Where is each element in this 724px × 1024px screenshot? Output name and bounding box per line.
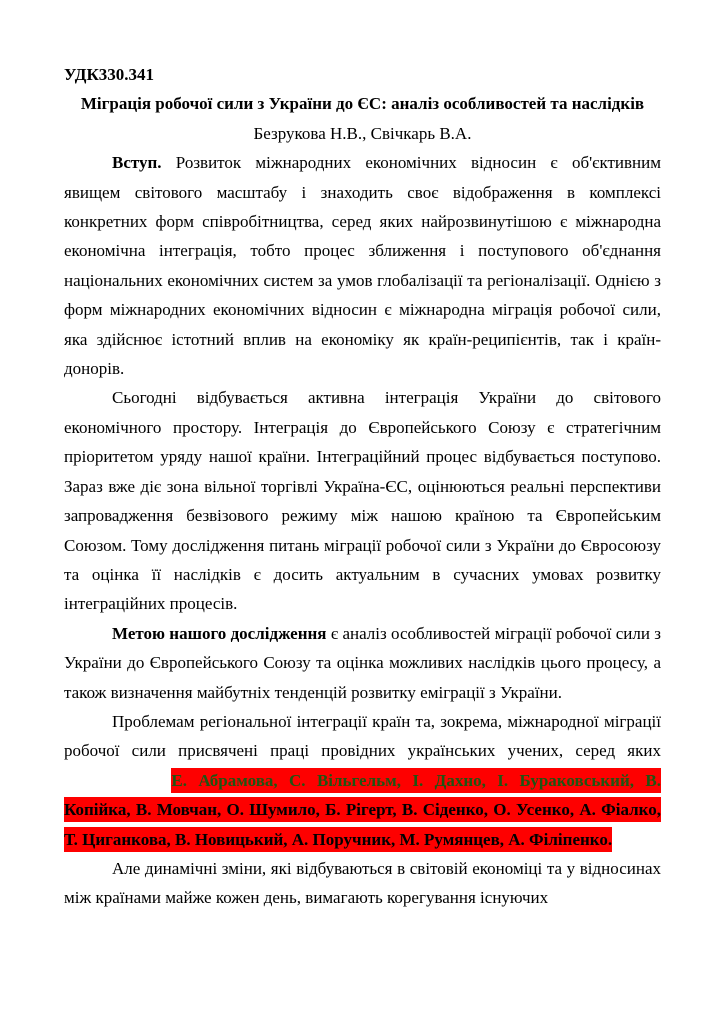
paragraph-intro: [64, 148, 661, 383]
goal-lead-bold: Метою нашого дослідження: [112, 623, 327, 643]
intro-text: Розвиток міжнародних економічних відносин є об'єктивним явищем світового масштабу і знаходить своє відображення в комплексі конкретних форм співробітництва, серед яких найрозвинутішою є міжнародна економічна інтеграція, тобто процес зближення і поступового об'єднання національних економічних систем за умов глобалізації та регіоналізації. Однією з форм міжнародних економічних відносин є міжнародна міграція робочої сили, яка здійснює істотний вплив на економіку як країн-реципієнтів, так і країн-донорів.: [64, 153, 661, 379]
paragraph-dynamics: [64, 854, 661, 913]
paragraph-goal: [64, 619, 661, 707]
names-run-black-highlight: Копійка, В. Мовчан, О. Шумило, Б. Рігерт, В. Сіденко, О. Усенко, А. Фіалко, Т. Циганкова, В. Новицький, А. Поручник, М. Румянцев, А. Філіпенко.: [64, 797, 661, 851]
authors-line: Безрукова Н.В., Свічкарь В.А.: [253, 123, 472, 143]
highlighted-names: [64, 768, 661, 852]
udc-code: УДК330.341: [64, 65, 155, 84]
dynamics-text: Але динамічні зміни, які відбуваються в світовій економіці та у відносинах між країнами майже кожен день, вимагають корегування існуючих: [64, 858, 661, 908]
document-content: [64, 60, 661, 913]
intro-lead-bold: Вступ.: [112, 153, 162, 173]
names-run-green-highlight: Е. Абрамова, С. Вільгельм, І. Дахно, І. Бураковський, В.: [171, 768, 661, 793]
justify-gap: [64, 785, 160, 786]
integration-text: Сьогодні відбувається активна інтеграція України до світового економічного простору. Інтеграція до Європейського Союзу є стратегічним пріоритетом уряду нашої країни. Інтеграційний процес відбувається поступово. Зараз вже діє зона вільної торгівлі Україна-ЄС, оцінюються реальні перспективи запровадження безвізового режиму між нашою країною та Європейським Союзом. Тому дослідження питань міграції робочої сили з України до Євросоюзу та оцінка її наслідків є досить актуальним в сучасних умовах розвитку інтеграційних процесів.: [64, 388, 661, 614]
goal-text: є аналіз особливостей міграції робочої сили з України до Європейського Союзу та оцінка можливих наслідків цього процесу, а також визначення майбутніх тенденцій розвитку еміграції з України.: [64, 623, 662, 702]
paragraph-researchers: [64, 707, 661, 854]
paper-title: Міграція робочої сили з України до ЄС: аналіз особливостей та наслідків: [80, 94, 645, 114]
paragraph-integration: [64, 383, 661, 618]
researchers-text: Проблемам регіональної інтеграції країн та, зокрема, міжнародної міграції робочої сили присвячені праці провідних українських учених, серед яких: [64, 711, 661, 761]
